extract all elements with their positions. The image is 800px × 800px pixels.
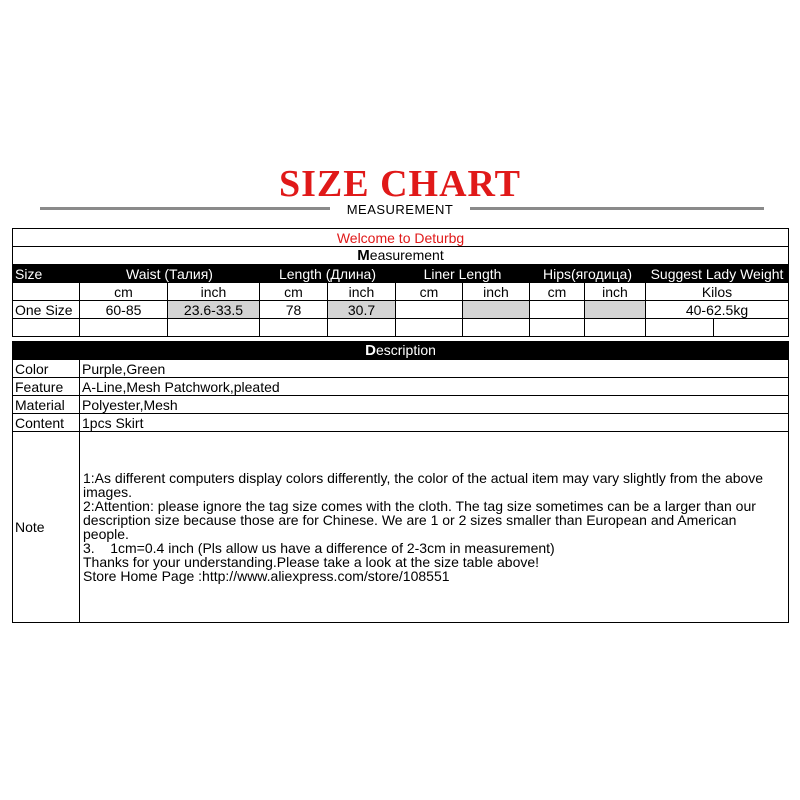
feature-value: A-Line,Mesh Patchwork,pleated (80, 378, 789, 396)
row-liner-inch (463, 301, 530, 319)
row-waist-inch: 23.6-33.5 (168, 301, 260, 319)
color-value: Purple,Green (80, 360, 789, 378)
measurement-heading-rest: easurement (369, 247, 444, 263)
page-subtitle: MEASUREMENT (346, 202, 454, 217)
note-line-1: 1:As different computers display colors differently, the color of the actual item may vary slightly from the above images. (83, 470, 764, 500)
welcome-text: Welcome to Deturbg (13, 229, 789, 247)
header-size: Size (13, 265, 80, 283)
note-line-4: Thanks for your understanding.Please take a look at the size table above! (83, 554, 540, 570)
divider-right (470, 207, 764, 210)
row-liner-cm (396, 301, 463, 319)
material-label: Material (13, 396, 80, 414)
unit-liner-inch: inch (463, 283, 530, 301)
feature-label: Feature (13, 378, 80, 396)
row-length-cm: 78 (260, 301, 328, 319)
note-line-3: 3. 1cm=0.4 inch (Pls allow us have a difference of 2-3cm in measurement) (83, 540, 555, 556)
empty-cell (463, 319, 530, 337)
unit-hips-inch: inch (585, 283, 646, 301)
description-heading-initial: D (365, 342, 376, 359)
color-label: Color (13, 360, 80, 378)
empty-cell (714, 319, 789, 337)
empty-cell (396, 319, 463, 337)
description-heading-rest: escription (375, 342, 436, 358)
empty-cell (80, 319, 168, 337)
unit-liner-cm: cm (396, 283, 463, 301)
header-waist: Waist (Талия) (80, 265, 260, 283)
row-hips-inch (585, 301, 646, 319)
page-title: SIZE CHART (278, 163, 521, 205)
row-weight: 40-62.5kg (646, 301, 789, 319)
empty-cell (13, 319, 80, 337)
empty-cell (646, 319, 714, 337)
row-hips-cm (530, 301, 585, 319)
description-table (12, 341, 789, 623)
note-line-2: 2:Attention: please ignore the tag size comes with the cloth. The tag size sometimes can be a larger than our description size because those are for Chinese. We are 1 or 2 sizes smaller than European and American people. (83, 498, 756, 542)
content-value: 1pcs Skirt (80, 414, 789, 432)
header-liner-length: Liner Length (396, 265, 530, 283)
empty-cell (260, 319, 328, 337)
unit-weight: Kilos (646, 283, 789, 301)
header-hips: Hips(ягодица) (530, 265, 646, 283)
unit-length-inch: inch (328, 283, 396, 301)
size-table (12, 228, 789, 337)
row-waist-cm: 60-85 (80, 301, 168, 319)
description-heading (13, 342, 789, 360)
measurement-heading-initial: M (357, 247, 370, 264)
material-value: Polyester,Mesh (80, 396, 789, 414)
divider-left (40, 207, 330, 210)
store-link[interactable]: Store Home Page :http://www.aliexpress.com/store/108551 (83, 568, 450, 584)
note-label: Note (13, 432, 80, 623)
measurement-heading (13, 247, 789, 265)
row-length-inch: 30.7 (328, 301, 396, 319)
note-text (80, 432, 789, 623)
unit-waist-cm: cm (80, 283, 168, 301)
row-size: One Size (13, 301, 80, 319)
empty-cell (328, 319, 396, 337)
unit-length-cm: cm (260, 283, 328, 301)
empty-cell (530, 319, 585, 337)
empty-cell (585, 319, 646, 337)
unit-waist-inch: inch (168, 283, 260, 301)
empty-cell (168, 319, 260, 337)
content-label: Content (13, 414, 80, 432)
unit-empty (13, 283, 80, 301)
header-length: Length (Длина) (260, 265, 396, 283)
header-weight: Suggest Lady Weight (646, 265, 789, 283)
unit-hips-cm: cm (530, 283, 585, 301)
